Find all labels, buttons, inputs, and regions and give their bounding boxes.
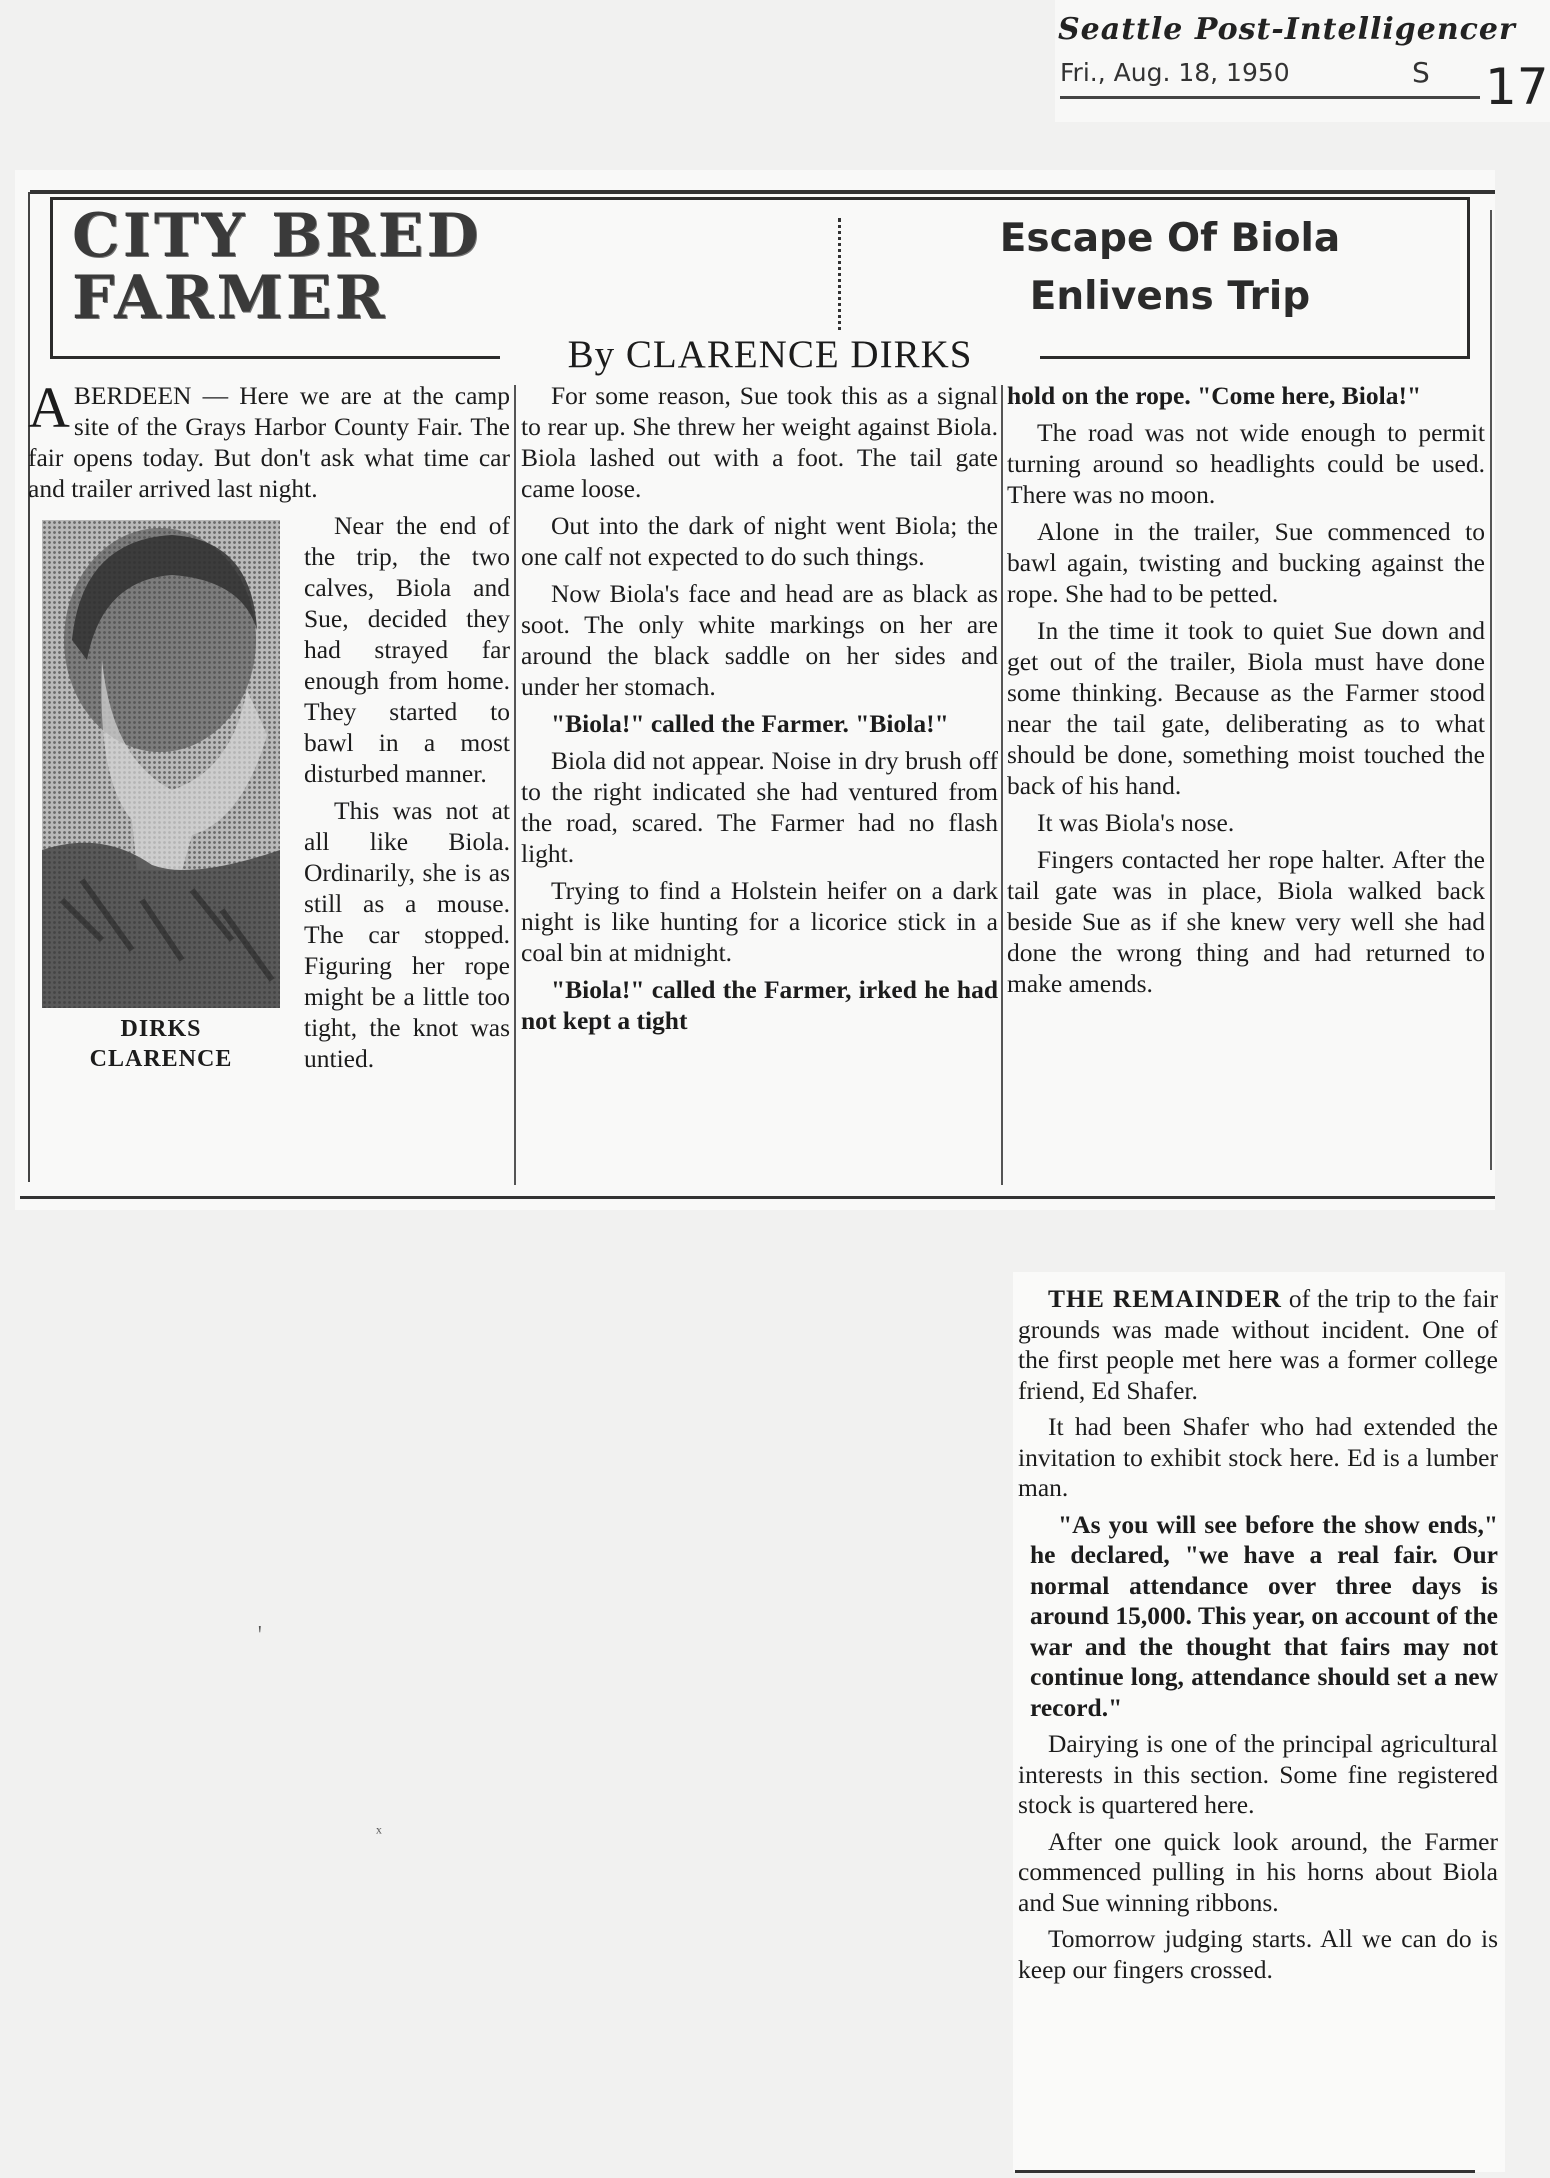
byline: By CLARENCE DIRKS: [500, 332, 1040, 380]
paragraph: Alone in the trailer, Sue commenced to bawl again, twisting and bucking against the rope. She had to be petted.: [1007, 517, 1485, 608]
column-rule: [514, 385, 516, 1185]
column-title: CITY BRED FARMER: [72, 201, 482, 333]
drop-cap: A: [28, 375, 70, 440]
caption-line: CLARENCE: [89, 1046, 233, 1072]
top-rule: [30, 190, 1495, 194]
paragraph: It was Biola's nose.: [1037, 808, 1235, 837]
paragraph: This was not at all like Biola. Ordinarily, she is as still as a mouse. The car stopped. Figuring her rope might be a little too tight, the knot was untied.: [304, 796, 510, 1073]
article-column-3: [1007, 380, 1485, 1005]
paragraph-text: BERDEEN — Here we are at the camp site of the Grays Harbor County Fair. The fair opens today. But don't ask what time car and trailer arrived last night.: [28, 381, 510, 503]
portrait-illustration: [42, 520, 280, 1008]
publication-date: Fri., Aug. 18, 1950: [1060, 58, 1290, 87]
scan-speck: ꞌ: [258, 1622, 262, 1644]
column-rule: [1001, 385, 1003, 1185]
paragraph: Fingers contacted her rope halter. After the tail gate was in place, Biola walked back beside Sue as if she knew very well she had done the wrong thing and had returned to make amends.: [1007, 845, 1485, 998]
headline-line-2: Enlivens Trip: [1029, 274, 1311, 319]
page-number: 17: [1485, 58, 1549, 116]
paragraph: Dairying is one of the principal agricultural interests in this section. Some fine registered stock is quartered here.: [1018, 1729, 1498, 1819]
caption-line: DIRKS: [120, 1016, 202, 1042]
paragraph: "As you will see before the show ends," he declared, "we have a real fair. Our normal attendance over three days is around 15,000. This year, on account of the war and the thought that fairs may not continue long, attendance should set a new record.": [1030, 1509, 1498, 1722]
masthead-rule: [1060, 96, 1480, 99]
paragraph: Biola did not appear. Noise in dry brush off to the right indicated she had ventured from the road, scared. The Farmer had no flash light.: [521, 746, 998, 868]
author-photo-block: [42, 520, 294, 1074]
headline-line-1: Escape Of Biola: [999, 216, 1341, 261]
scan-speck: ˣ: [376, 1822, 382, 1844]
right-rule: [1490, 210, 1492, 1170]
paragraph: hold on the rope. "Come here, Biola!": [1007, 381, 1422, 410]
continuation-text: [1018, 1284, 1498, 1991]
photo-caption: [42, 1014, 280, 1074]
paragraph: Now Biola's face and head are as black as soot. The only white markings on her are around the black saddle on her sides and under her stomach.: [521, 579, 998, 701]
paragraph: Trying to find a Holstein heifer on a dark night is like hunting for a licorice stick in a coal bin at midnight.: [521, 876, 998, 967]
paragraph: Out into the dark of night went Biola; the one calf not expected to do such things.: [521, 511, 998, 571]
lead-in-caps: THE REMAINDER: [1048, 1284, 1282, 1313]
paragraph: After one quick look around, the Farmer commenced pulling in his horns about Biola and Sue winning ribbons.: [1018, 1826, 1498, 1917]
header-divider: [838, 218, 842, 338]
paragraph: In the time it took to quiet Sue down and get out of the trailer, Biola must have done some thinking. Because as the Farmer stood near the tail gate, deliberating as to what should be done, something moist touched the back of his hand.: [1007, 616, 1485, 800]
paragraph: It had been Shafer who had extended the invitation to exhibit stock here. Ed is a lumber man.: [1018, 1412, 1498, 1502]
paragraph: [1018, 1284, 1498, 1406]
continuation-bottom-rule: [1015, 2170, 1475, 2173]
paragraph: The road was not wide enough to permit turning around so headlights could be used. There was no moon.: [1007, 418, 1485, 509]
article-column-1: [28, 375, 510, 1080]
paragraph: Tomorrow judging starts. All we can do is keep our fingers crossed.: [1018, 1924, 1498, 1984]
paragraph: "Biola!" called the Farmer, irked he had not kept a tight: [521, 975, 998, 1035]
article-column-2: [521, 380, 998, 1042]
paragraph: For some reason, Sue took this as a signal to rear up. She threw her weight against Biola. Biola lashed out with a foot. The tail gate came loose.: [521, 381, 998, 503]
paragraph: [28, 375, 510, 504]
paragraph-text: of the trip to the fair grounds was made without incident. One of the first people met here was a former college friend, Ed Shafer.: [1018, 1284, 1498, 1405]
section-letter: S: [1412, 56, 1430, 89]
newspaper-name: Seattle Post-Intelligencer: [1058, 12, 1516, 47]
author-photo: [42, 520, 280, 1008]
paragraph: "Biola!" called the Farmer. "Biola!": [551, 709, 949, 738]
headline: [880, 210, 1460, 326]
bottom-rule: [20, 1196, 1495, 1199]
paragraph: Near the end of the trip, the two calves, Biola and Sue, decided they had strayed far enough from home. They started to bawl in a most disturbed manner.: [304, 511, 510, 788]
